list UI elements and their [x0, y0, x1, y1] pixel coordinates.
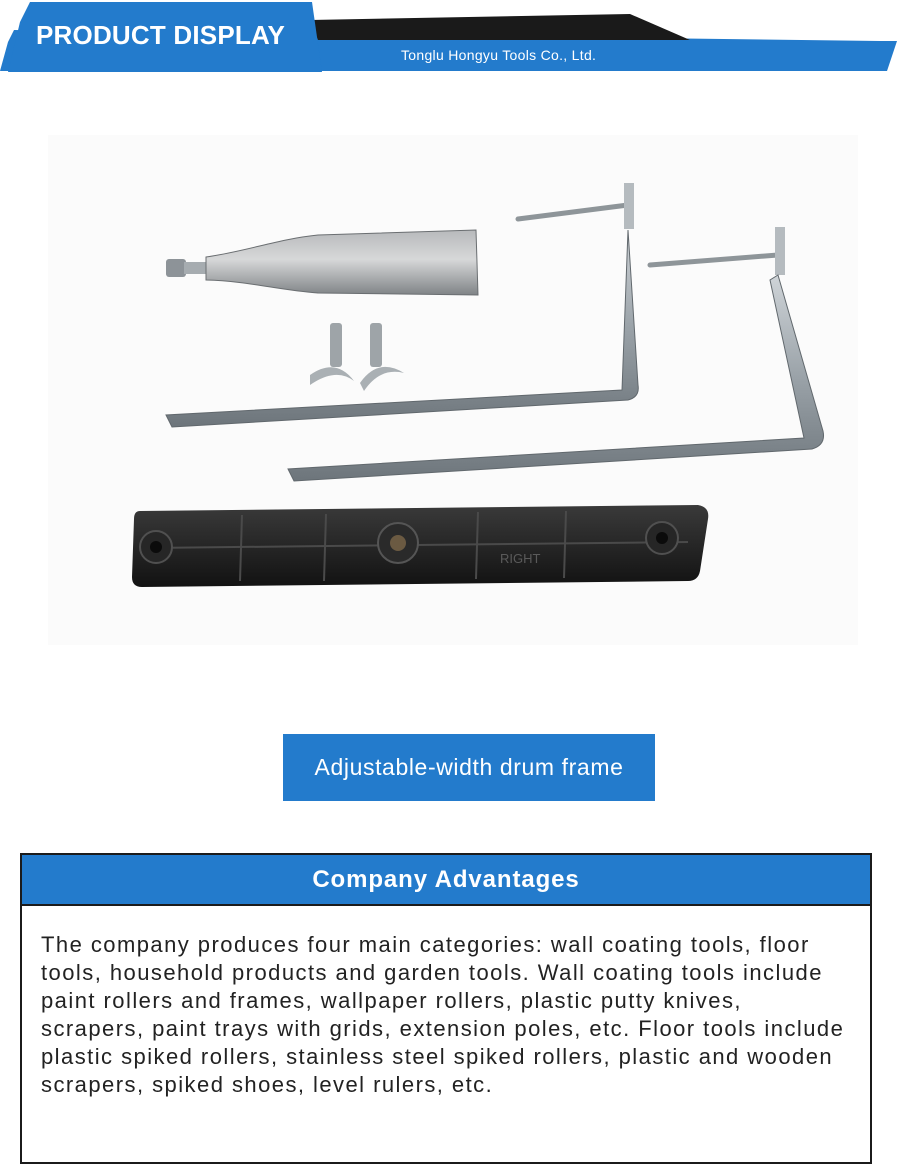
bar-marking: RIGHT [500, 551, 541, 566]
plastic-bar [132, 505, 708, 587]
advantages-panel [20, 853, 872, 1164]
advantages-text: The company produces four main categories: wall coating tools, floor tools, household products and garden tools. Wall coating tools include paint rollers and frames, wallpaper rollers, plastic putty knives, scrapers, paint trays with grids, extension poles, etc. Floor tools include plastic spiked rollers, stainless steel spiked rollers, plastic and wooden scrapers, spiked shoes, level rulers, etc. [41, 932, 845, 1097]
advantages-heading: Company Advantages [22, 855, 870, 906]
page-title: PRODUCT DISPLAY [36, 20, 286, 50]
company-name: Tonglu Hongyu Tools Co., Ltd. [401, 47, 597, 63]
product-photo [48, 135, 858, 645]
handle-ferrule [166, 230, 478, 295]
wing-screw [360, 323, 404, 391]
product-caption: Adjustable-width drum frame [283, 734, 655, 801]
wing-screw [310, 323, 354, 385]
l-bracket-rod [166, 183, 638, 427]
